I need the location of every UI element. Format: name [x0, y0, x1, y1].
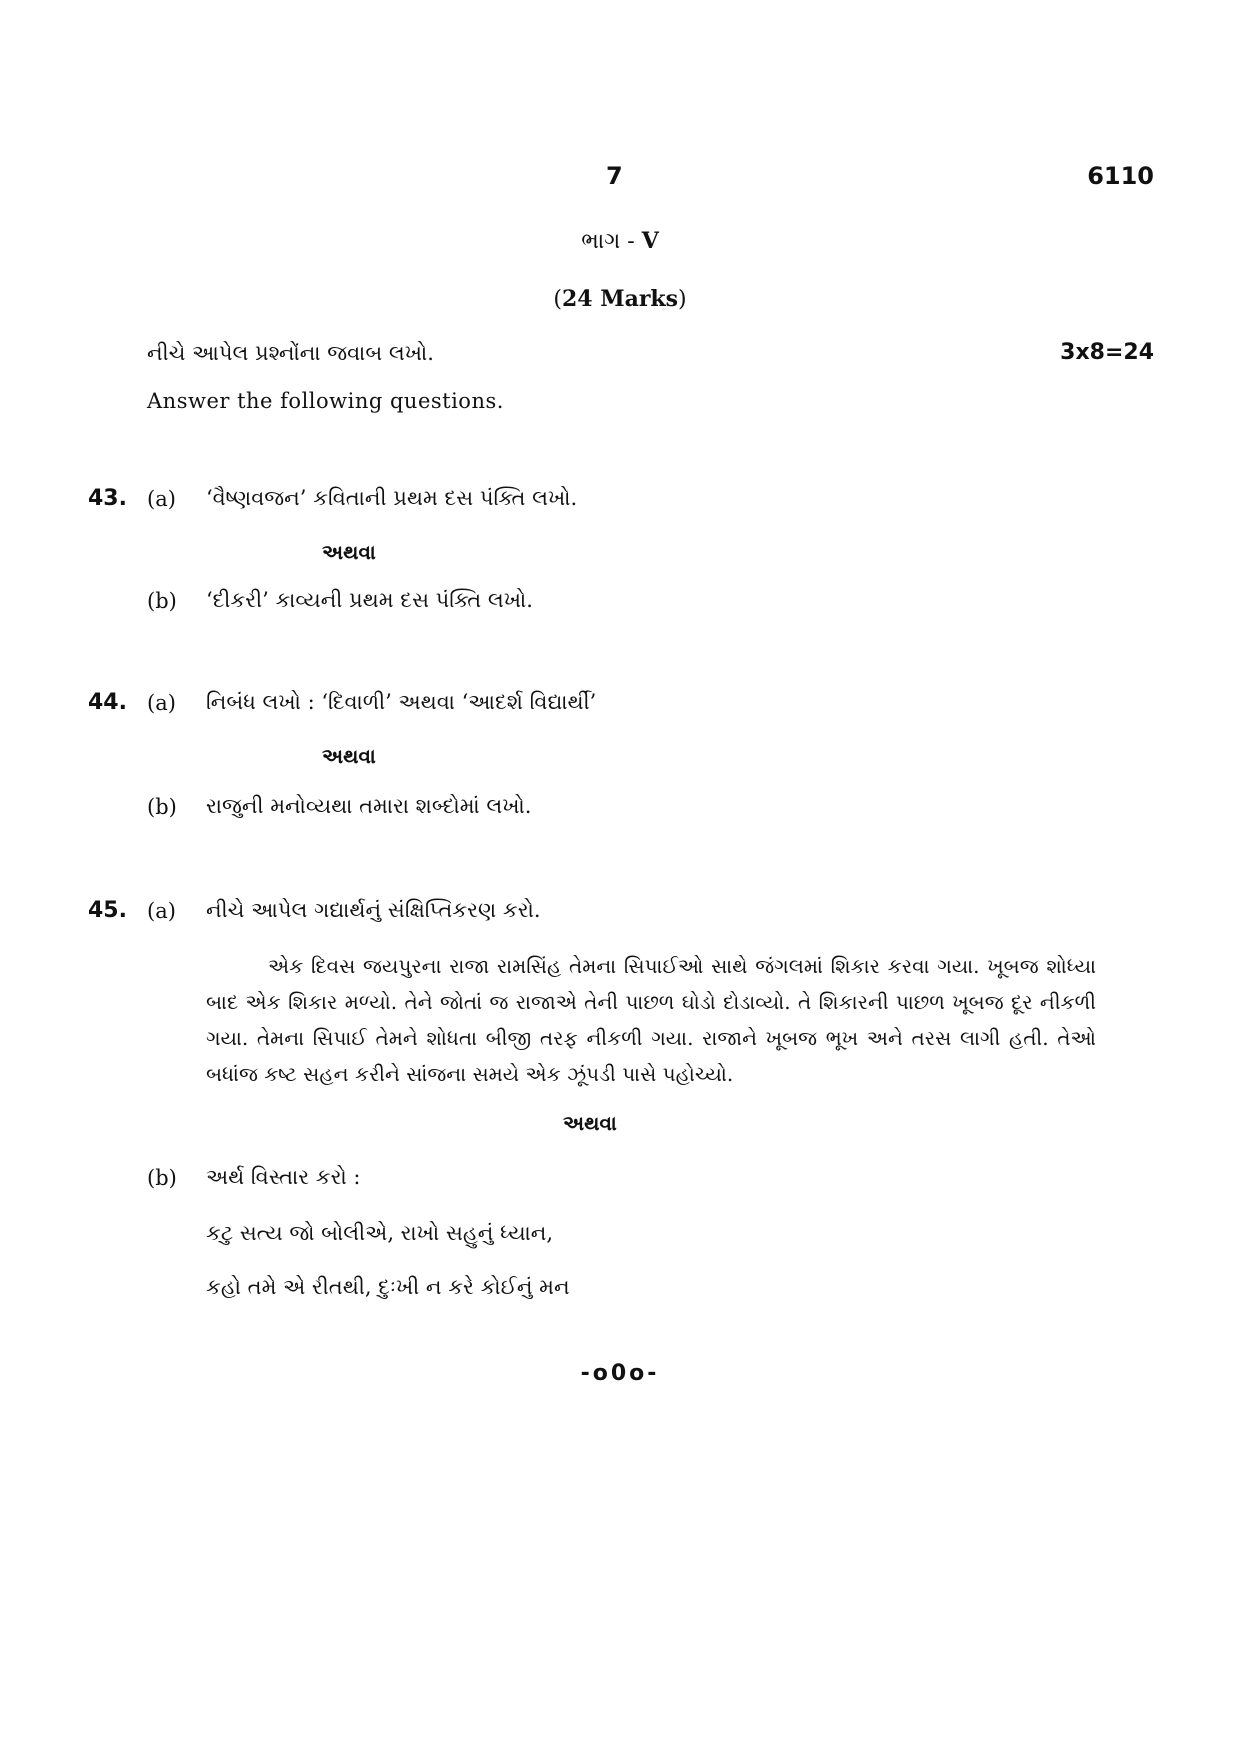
question-text: ‘દીકરી’ કાવ્યની પ્રથમ દસ પંક્તિ લખો.: [206, 588, 533, 612]
end-of-paper-mark: -o0o-: [580, 1361, 660, 1386]
question-part-label: (b): [147, 795, 177, 819]
question-text: નીચે આપેલ ગદ્યાર્થનું સંક્ષિપ્તિકરણ કરો.: [206, 898, 541, 922]
question-part-label: (b): [147, 589, 177, 613]
section-title: [0, 228, 1240, 254]
instruction-english: Answer the following questions.: [147, 389, 504, 413]
question-text: ‘વૈષ્ણવજન’ કવિતાની પ્રથમ દસ પંક્તિ લખો.: [206, 486, 578, 510]
paper-code: 6110: [1087, 162, 1154, 190]
question-part-label: (a): [147, 691, 176, 715]
passage-text: એક દિવસ જયપુરના રાજા રામસિંહ તેમના સિપાઈઓ સાથે જંગલમાં શિકાર કરવા ગયા. ખૂબજ શોધ્યા બાદ એક શિકાર મળ્યો. તેને જોતાં જ રાજાએ તેની પાછળ ઘોડો દોડાવ્યો. તે શિકારની પાછળ ખૂબજ દૂર નીકળી ગયા. તેમના સિપાઈ તેમને શોધતા બીજી તરફ નીકળી ગયા. રાજાને ખૂબજ ભૂખ અને તરસ લાગી હતી. તેઓ બધાંજ કષ્ટ સહન કરીને સાંજના સમયે એક ઝૂંપડી પાસે પહોચ્યો.: [206, 954, 1096, 1086]
or-separator: અથવા: [563, 1111, 617, 1135]
section-marks: [0, 286, 1240, 312]
marks-close-paren: ): [678, 287, 687, 312]
section-title-roman: V: [641, 228, 659, 254]
question-text: રાજુની મનોવ્યથા તમારા શબ્દોમાં લખો.: [206, 794, 532, 818]
section-title-gujarati: ભાગ -: [581, 229, 642, 254]
or-separator: અથવા: [322, 744, 376, 768]
question-text: અર્થ વિસ્તાર કરો :: [206, 1165, 361, 1189]
couplet-line: કટુ સત્ય જો બોલીએ, રાખો સહુનું ધ્યાન,: [206, 1221, 554, 1245]
question-number: 45.: [88, 898, 127, 923]
marks-label: 24 Marks: [561, 286, 679, 312]
marks-open-paren: (: [553, 287, 562, 312]
marks-scheme: 3x8=24: [1060, 340, 1154, 365]
question-part-label: (a): [147, 487, 176, 511]
question-text: નિબંધ લખો : ‘દિવાળી’ અથવા ‘આદર્શ વિદ્યાર્થી’: [206, 690, 597, 714]
question-number: 43.: [88, 486, 127, 511]
question-part-label: (b): [147, 1166, 177, 1190]
question-part-label: (a): [147, 899, 176, 923]
question-number: 44.: [88, 690, 127, 715]
or-separator: અથવા: [322, 540, 376, 564]
couplet-line: કહો તમે એ રીતથી, દુઃખી ન કરે કોઈનું મન: [206, 1275, 570, 1299]
instruction-gujarati: નીચે આપેલ પ્રશ્નોંના જવાબ લખો.: [147, 341, 434, 365]
page-number: 7: [606, 162, 623, 190]
